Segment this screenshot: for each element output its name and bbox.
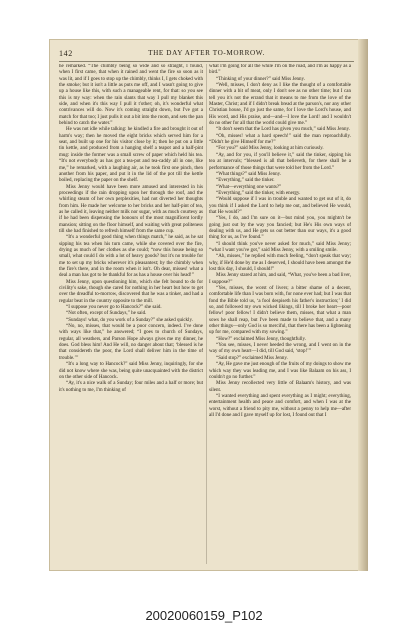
paragraph: “Ah, misses,” he replied with much feeling, “don't speak that way; why, if He'd done by me as I deserved, I should have been amongst the lost this day, I should, I should!” xyxy=(209,254,351,272)
paragraph: He was not idle while talking: he kindled a fire and brought it out of harm's way; then he moved the eight bricks which served him for a seat, and built up one for his visitor close by it; then he put on a little tin kettle, and produced from a hanging shelf a teapot and a half-pint mug: inside the former was a small screw of paper which held his tea. “It's not everybody as has got a tea-pot and tea-caddy all in one, like me,” he remarked, with a laughing air, as he took first one pinch, then another from his paper, and put it in the lid of the pot till the kettle boiled, replacing the paper on the shelf. xyxy=(59,127,203,184)
header-rule xyxy=(59,61,354,62)
paragraph: “Oh, misses! what a hard speech!” said the man reproachfully. “Didn't he give Himself for me?” xyxy=(209,133,351,146)
column-divider xyxy=(206,64,207,564)
running-title: THE DAY AFTER TO-MORROW. xyxy=(148,49,265,57)
right-text-column xyxy=(209,64,351,566)
paragraph: Miss Jenny would have been more amused and interested in his proceedings if the rain dropping upon her through the roof, and the whirling steam of her own perplexities, had not diverted her thoughts from him. He made her welcome to her bricks and her half-pint of tea, as he called it, leaving neither milk nor sugar, with as much courtesy as if he had been dispensing the honours of the most magnificent lordly mansion; sitting on the floor himself, and waiting with great politeness till she had finished to refresh himself from the same cup. xyxy=(59,184,203,234)
paragraph: “Not often, except of Sundays,” he said. xyxy=(66,311,147,317)
image-caption-id: 20020060159_P102 xyxy=(145,608,263,623)
paragraph: “Yes, I do, and I'm sure on it—but mind you, you mightn't be going just out by the way you fancied; but He's His own ways of dealing with us, and He gets us out better than our ways, it's a good thing for us, as I've found.” xyxy=(209,216,351,241)
left-text-column xyxy=(59,64,203,566)
paragraph: “Ay, and for you, if you'll believe it,” said the tinker, sipping his tea at intervals; “blessed is all that believeth, for there shall be a performance of those things that were told her from the Lord.” xyxy=(209,152,351,171)
paragraph: Miss Jenny recollected very little of Balaam's history, and was silent. xyxy=(209,381,351,393)
paragraph: “It's a long way to Hancock?” said Miss Jenny, inquiringly, for she did not know where she was, being quite unacquainted with the district on the other side of Hancock. xyxy=(59,362,203,380)
paragraph: “For you?” said Miss Jenny, looking at him curiously. xyxy=(216,146,324,152)
paragraph: “It's a wonderful good thing when things match,” he said, as he sat sipping his tea when his turn came, while she covered over the fire, drying as much of her clothes as she could; “now this house being so small, what could I do with a lot of heavy goods? but it's no trouble for me to set up my bricks wherever it's pleasantest; by the chimbly when the fire's there, and in the room when it isn't. Oh dear, misses! what a deal a man has got to be thankful for as has a house over his head!” xyxy=(59,235,203,279)
paragraph: “I should think you've never asked for much,” said Miss Jenny; “what I want you've got,” said Miss Jenny, with a smiling smile. xyxy=(209,241,351,253)
paragraph: “Said stop?” exclaimed Miss Jenny. xyxy=(216,355,288,361)
book-page xyxy=(49,39,368,571)
paragraph: “Would suppose if I was in trouble and wanted to get out of it, do you think if I asked the Lord to help me out, and believed He would, that He would?” xyxy=(209,197,351,215)
paragraph: Miss Jenny stared at him, and said, “What, you've been a bad liver, I suppose?” xyxy=(209,273,351,285)
paragraph: “Thinking of your dinner?” said Miss Jenny. xyxy=(216,76,305,82)
paragraph: “No, no, misses, that would be a poor concern, indeed. I've done with ways like that,” he answered; “I goes to church of Sundays, regular, all weathers, and Parson Hope always gives me my dinner, he does. God bless him! And He will, no danger about that; ‘blessed is he that considereth the poor, the Lord shall deliver him in the time of trouble.’” xyxy=(59,324,203,361)
paragraph: “Well, misses, I don't deny as I like the thought of a comfortable dinner with a bit of meat, only I don't see as no other time; but I can tell you it's not the errand that it means to me from the love of the Master, Christ; and if I didn't break bread at the parson's, nor any other Christian house, I'd go just the same, for I love the Lord's house, and His word, and His praise, and—and—I love the Lord! and I wouldn't do no other for all that the world could give me.” xyxy=(209,83,351,127)
paragraph: “Sundays! what, do you work of a Sunday?” she asked quickly. xyxy=(66,317,193,323)
paragraph: he remarked. “The chimbly being so wide and so straight, I found, when I first came, that when it rained and went the fire so soon as it was lit, and if I goes to stop up the chimbly, thinks I, I gets choked with the smoke; but it isn't a little as puts me off, and I wasn't going to give up a house like this, with such a manageable rent, for that: so you see this is my way: when the rain slants that way I pull my blanket this side, and when it's this way I pull it t'other; oh, it's wonderful what contrivances will do. Now it's coming straight down, but I've got a match for that too; I just pulls it out a bit into the room, and sets the pan behind to catch the water.” xyxy=(59,64,203,127)
paragraph: “Yes, misses, the worst of livers; a bitter shame of a decent, comfortable life than I was born with, for none ever had; but I was that fond the Bible told us, ‘a fool despiseth his father's instruction;’ I did so, and followed my own wicked likings, till I broke her heart—poor fellow! poor fellow! I didn't believe them, misses, that what a man sows he shall reap, but I've been made to believe that, and a many other things—only God is so merciful, that there has been a lightening up for me, compared with my sowing.” xyxy=(209,286,351,336)
paragraph: “Everything,” said the tinker, with energy. xyxy=(216,190,301,196)
paragraph: “Ay, He gave me just enough of the fruits of my doings to show me which way they was leading me, and I was like Balaam on his ass, I couldn't go no further.” xyxy=(209,362,351,380)
paragraph: “How?” exclaimed Miss Jenny, thoughtfully. xyxy=(216,336,306,342)
page-number: 142 xyxy=(59,49,73,58)
paragraph: “What things?” said Miss Jenny. xyxy=(216,171,282,177)
running-header xyxy=(59,47,354,61)
page-gutter-shadow xyxy=(358,39,368,571)
paragraph: “Ay, it's a nice walk of a Sunday; four miles and a half or more; but it's nothing to me, I'm thinking of xyxy=(59,381,203,393)
paragraph: “You see, misses, I never heeded the wrong, and I went on in the way of my own heart—I did, till God said, ‘stop!’” xyxy=(209,343,351,355)
paragraph: “I suppose you never go to Hancock?” she said. xyxy=(66,305,162,311)
paragraph: “What—everything one wants?” xyxy=(216,184,282,190)
paragraph: “It don't seem that the Lord has given you much,” said Miss Jenny. xyxy=(216,127,350,133)
paragraph: what I'm going for all the while I'm on the road, and I'm as happy as a bird.” xyxy=(209,64,351,76)
paragraph: “I wanted everything and spent everything as I might; everything, entertainment health and peace and comfort, and when I was at the worst, without a friend to pity me, without a penny to help me—after all I'd done and I gave myself up for lost, I found out that I xyxy=(209,393,351,418)
paragraph: “Everything,” said the tinker. xyxy=(216,178,275,184)
paragraph: Miss Jenny, upon questioning him, which she felt bound to do for civility's sake, though she cared for nothing in her heart but how to get over the dreadful to-morrow, discovered that he was a tinker, and had a regular beat in the country opposite to the mill. xyxy=(59,279,203,304)
